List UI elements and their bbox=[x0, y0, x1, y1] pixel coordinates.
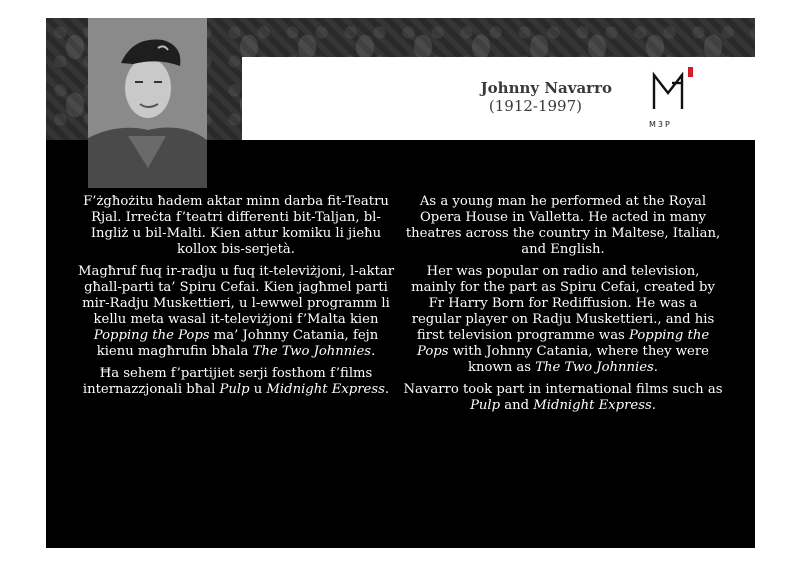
title-midnight-express: Midnight Express bbox=[533, 398, 652, 413]
maltese-column bbox=[76, 194, 396, 404]
text-run: . bbox=[371, 344, 376, 359]
text-run: Magħruf fuq ir-radju u fuq it-televiżjoni, l-aktar għall-parti ta’ Spiru Cefai. Kien jagħmel parti mir-Radju Muskettieri, u l-ewwel programm li kellu meta wasal it-televiżjoni f’Malta kien bbox=[77, 264, 395, 327]
english-paragraph-3 bbox=[403, 382, 723, 414]
title-box bbox=[242, 57, 755, 140]
text-run: u bbox=[249, 382, 267, 397]
title-the-two-johnnies: The Two Johnnies bbox=[535, 360, 654, 375]
maltese-paragraph-3 bbox=[76, 366, 396, 398]
title-popping-the-pops: Popping the Pops bbox=[417, 328, 710, 359]
logo-text: M3P bbox=[649, 120, 672, 129]
title-the-two-johnnies: The Two Johnnies bbox=[252, 344, 372, 359]
text-run: Her was popular on radio and television, mainly for the part as Spiru Cefai, created by Fr Harry Born for Rediffusion. He was a regular player on Radju Muskettieri., and his first television programme was bbox=[411, 264, 715, 343]
text-run: and bbox=[500, 398, 534, 413]
portrait-photo bbox=[88, 18, 207, 188]
title-pulp: Pulp bbox=[219, 382, 250, 397]
title-popping-the-pops: Popping the Pops bbox=[93, 328, 210, 343]
m3p-logo-icon bbox=[640, 63, 700, 123]
text-run: . bbox=[653, 360, 658, 375]
text-run: Ħa sehem f’partijiet serji fosthom f’films internazzjonali bħal bbox=[82, 366, 373, 397]
english-paragraph-2 bbox=[403, 264, 723, 376]
text-run: . bbox=[651, 398, 656, 413]
english-paragraph-1: As a young man he performed at the Royal Opera House in Valletta. He acted in many theatres across the country in Maltese, Italian, and English. bbox=[405, 194, 721, 257]
text-run: ma’ Johnny Catania, fejn kienu magħrufin bħala bbox=[96, 328, 379, 359]
portrait-icon bbox=[88, 18, 207, 188]
title-pulp: Pulp bbox=[470, 398, 501, 413]
title-midnight-express: Midnight Express bbox=[266, 382, 385, 397]
english-column bbox=[403, 194, 723, 420]
maltese-paragraph-1: F’żgħożitu ħadem aktar minn darba fit-Teatru Rjal. Irreċta f’teatri differenti bit-Taljan, bl-Ingliż u bil-Malti. Kien attur komiku li jieħu kollox bis-serjetà. bbox=[83, 194, 389, 257]
person-name: Johnny Navarro bbox=[480, 79, 612, 97]
text-run: with Johnny Catania, where they were known as bbox=[448, 344, 709, 375]
maltese-paragraph-2 bbox=[76, 264, 396, 360]
text-run: . bbox=[384, 382, 390, 397]
slide-panel bbox=[46, 18, 755, 548]
person-years: (1912-1997) bbox=[488, 97, 582, 115]
text-run: Navarro took part in international films such as bbox=[403, 382, 723, 397]
